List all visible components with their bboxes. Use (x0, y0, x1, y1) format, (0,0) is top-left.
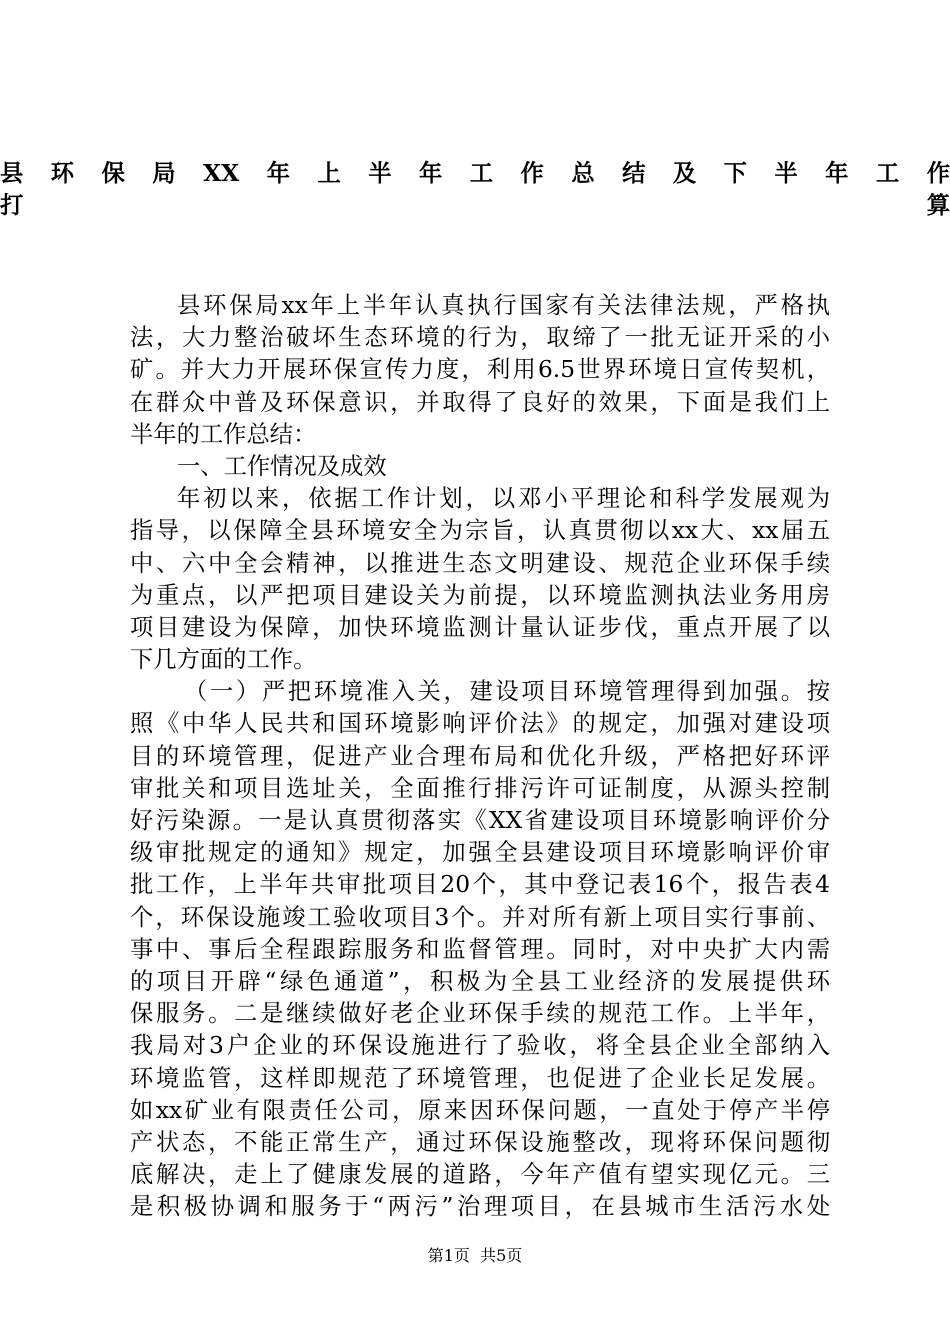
section-heading: 一、工作情况及成效 (177, 452, 387, 480)
body-line: 为重点，以严把项目建设关为前提，以环境监测执法业务用房 (130, 581, 830, 609)
body-line: 好污染源。一是认真贯彻落实《XX省建设项目环境影响评价分 (130, 807, 830, 834)
body-line: 照《中华人民共和国环境影响评价法》的规定，加强对建设项 (130, 710, 830, 738)
body-line: 半年的工作总结： (130, 420, 317, 448)
body-line: 环境监管，这样即规范了环境管理，也促进了企业长足发展。 (130, 1064, 830, 1092)
body-line: 审批关和项目选址关，全面推行排污许可证制度，从源头控制 (130, 774, 830, 802)
body-line: 法，大力整治破坏生态环境的行为，取缔了一批无证开采的小 (130, 324, 830, 352)
document-body (130, 290, 830, 1223)
document-title (0, 158, 950, 222)
body-line: 产状态，不能正常生产，通过环保设施整改，现将环保问题彻 (130, 1128, 830, 1156)
body-line: 级审批规定的通知》规定，加强全县建设项目环境影响评价审 (130, 839, 830, 867)
body-line: 个，环保设施竣工验收项目3个。并对所有新上项目实行事前、 (130, 903, 830, 931)
title-line: 县环保局XX年上半年工作总结及下半年工作 (0, 160, 950, 187)
body-line: 在群众中普及环保意识，并取得了良好的效果，下面是我们上 (130, 388, 830, 416)
body-line: 是积极协调和服务于“两污”治理项目，在县城市生活污水处 (130, 1193, 830, 1221)
body-line: 的项目开辟“绿色通道”，积极为全县工业经济的发展提供环 (130, 967, 830, 995)
subsection-line: （一）严把环境准入关，建设项目环境管理得到加强。按 (184, 678, 830, 706)
body-line: 指导，以保障全县环境安全为宗旨，认真贯彻以xx大、xx届五 (130, 517, 830, 545)
page-footer (0, 1245, 950, 1267)
body-line: 下几方面的工作。 (130, 646, 317, 674)
body-line: 年初以来，依据工作计划，以邓小平理论和科学发展观为 (177, 485, 830, 513)
body-line: 目的环境管理，促进产业合理布局和优化升级，严格把好环评 (130, 742, 830, 770)
body-line: 批工作，上半年共审批项目20个，其中登记表16个，报告表4 (130, 871, 830, 899)
body-line: 事中、事后全程跟踪服务和监督管理。同时，对中央扩大内需 (130, 935, 830, 963)
body-line: 中、六中全会精神，以推进生态文明建设、规范企业环保手续 (130, 549, 830, 577)
body-line: 底解决，走上了健康发展的道路，今年产值有望实现亿元。三 (130, 1161, 830, 1189)
body-line: 县环保局xx年上半年认真执行国家有关法律法规，严格执 (177, 292, 830, 319)
title-line: 打算 (0, 192, 950, 220)
body-line: 如xx矿业有限责任公司，原来因环保问题，一直处于停产半停 (130, 1096, 830, 1124)
page-number: 第1页 共5页 (427, 1246, 523, 1265)
body-line: 保服务。二是继续做好老企业环保手续的规范工作。上半年， (130, 1000, 830, 1028)
body-line: 我局对3户企业的环保设施进行了验收，将全县企业全部纳入 (130, 1032, 830, 1060)
body-line: 项目建设为保障，加快环境监测计量认证步伐，重点开展了以 (130, 613, 830, 641)
body-line: 矿。并大力开展环保宣传力度，利用6.5世界环境日宣传契机， (130, 356, 830, 384)
